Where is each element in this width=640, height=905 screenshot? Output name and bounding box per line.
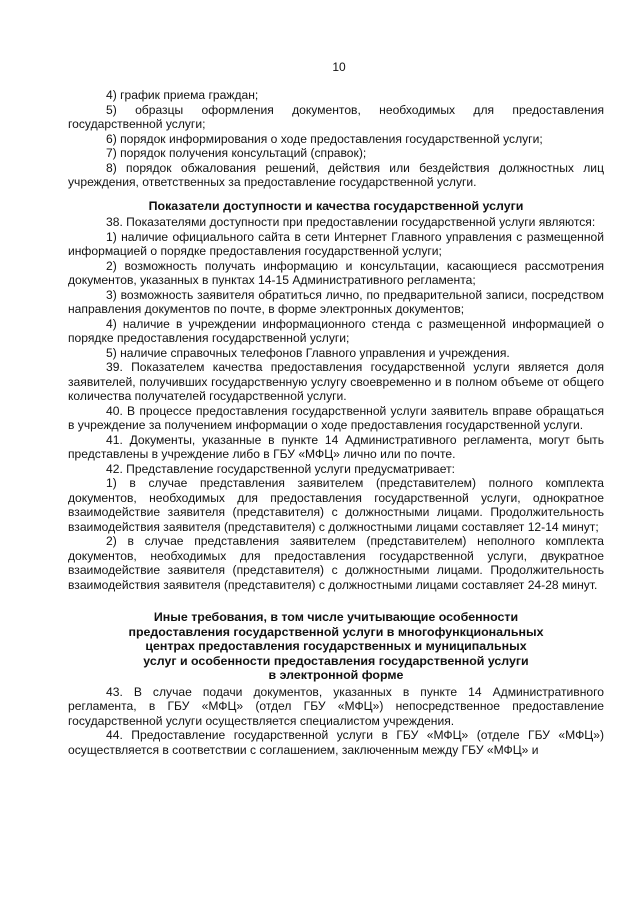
paragraph: 2) возможность получать информацию и консультации, касающиеся рассмотрения документов, указанных в пунктах 14-15 Административного регламента; xyxy=(68,258,604,287)
paragraph: 43. В случае подачи документов, указанных в пункте 14 Административного регламента, в ГБУ «МФЦ» (отдел ГБУ «МФЦ») непосредственное предоставление государственной услуги осуществляется специалистом учреждения. xyxy=(68,684,604,728)
heading-line: Иные требования, в том числе учитывающие особенности xyxy=(153,610,519,624)
heading-line: в электронной форме xyxy=(268,668,404,682)
paragraph: 4) наличие в учреждении информационного стенда с размещенной информацией о порядке предоставления государственной услуги; xyxy=(68,316,604,345)
paragraph: 3) возможность заявителя обратиться лично, по предварительной записи, посредством направления документов по почте, в форме электронных документов; xyxy=(68,287,604,316)
paragraph: 40. В процессе предоставления государственной услуги заявитель вправе обращаться в учреждение за получением информации о ходе предоставления государственной услуги. xyxy=(68,403,604,432)
paragraph: 5) образцы оформления документов, необходимых для предоставления государственной услуги; xyxy=(68,102,604,131)
paragraph: 42. Представление государственной услуги предусматривает: xyxy=(106,461,455,476)
paragraph: 2) в случае представления заявителем (представителем) неполного комплекта документов, необходимых для предоставления государственной услуги, двукратное взаимодействие заявителя (представителя) с должностными лицами. Продолжительность взаимодействия заявителя (представителя) с должностными лицами составляет 24-28 минут. xyxy=(68,534,604,592)
section-heading xyxy=(68,610,604,683)
document-body xyxy=(68,88,604,757)
paragraph: 7) порядок получения консультаций (справок); xyxy=(106,146,367,160)
heading-line: услуг и особенности предоставления государственной услуги xyxy=(143,653,529,668)
paragraph: 5) наличие справочных телефонов Главного управления и учреждения. xyxy=(106,345,510,360)
paragraph: 41. Документы, указанные в пункте 14 Административного регламента, могут быть представлены в учреждение либо в ГБУ «МФЦ» лично или по почте. xyxy=(68,432,604,461)
paragraph: 39. Показателем качества предоставления государственной услуги является доля заявителей, получивших государственную услугу своевременно и в полном объеме от общего количества получателей государственной услуги. xyxy=(68,360,604,403)
page-number: 10 xyxy=(332,60,346,74)
heading-line: предоставления государственной услуги в многофункциональных xyxy=(128,624,544,639)
paragraph: 6) порядок информирования о ходе предоставления государственной услуги; xyxy=(106,131,543,146)
paragraph: 1) в случае представления заявителем (представителем) полного комплекта документов, необходимых для предоставления государственной услуги, однократное взаимодействие заявителя (представителя) с должностными лицами. Продолжительность взаимодействия заявителя (представителя) с должностными лицами составляет 12-14 минут; xyxy=(68,476,604,534)
section-heading: Показатели доступности и качества государственной услуги xyxy=(148,198,524,213)
paragraph: 44. Предоставление государственной услуги в ГБУ «МФЦ» (отделе ГБУ «МФЦ») осуществляется в соответствии с соглашением, заключенным между ГБУ «МФЦ» и xyxy=(68,728,604,757)
paragraph: 38. Показателями доступности при предоставлении государственной услуги являются: xyxy=(106,215,596,229)
paragraph: 1) наличие официального сайта в сети Интернет Главного управления с размещенной информацией о порядке предоставления государственной услуги; xyxy=(68,229,604,258)
heading-line: центрах предоставления государственных и муниципальных xyxy=(145,639,527,653)
paragraph: 8) порядок обжалования решений, действия или бездействия должностных лиц учреждения, ответственных за предоставление государственной услуги. xyxy=(68,160,604,189)
paragraph: 4) график приема граждан; xyxy=(106,88,259,102)
